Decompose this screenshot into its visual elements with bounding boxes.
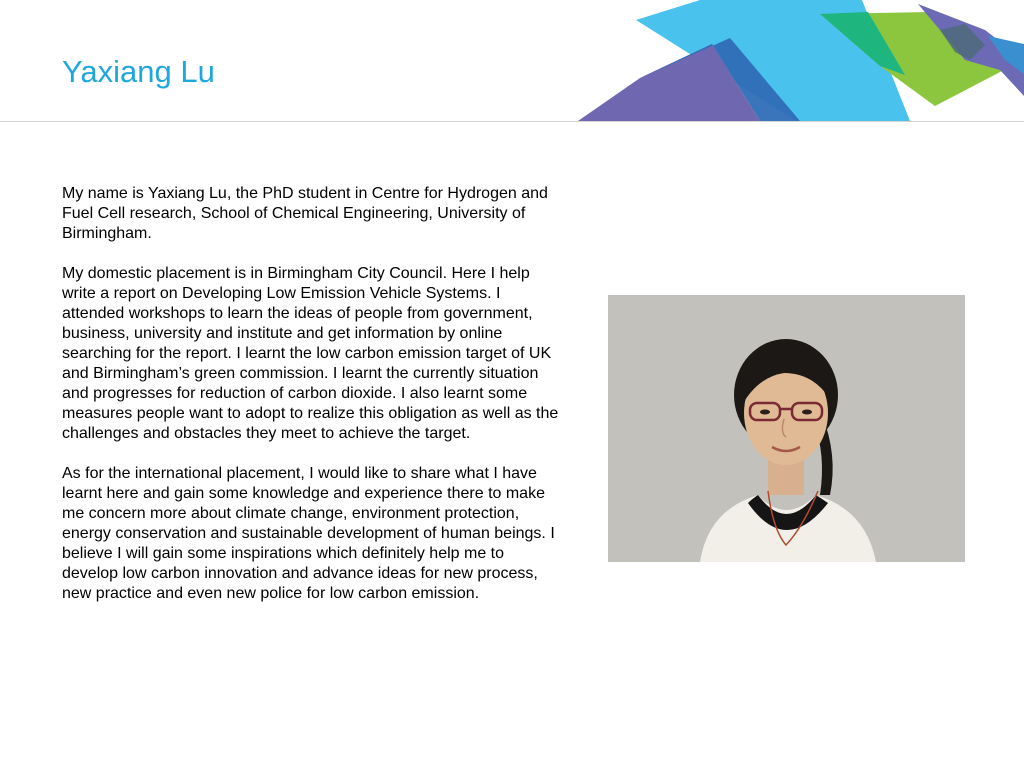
paragraph-international-placement: As for the international placement, I would like to share what I have learnt here and gain some knowledge and experience there to make me concern more about climate change, environment protection, energy conservation and sustainable development of human beings. I believe I will gain some inspirations which definitely help me to develop low carbon innovation and advance ideas for new process, new practice and even new police for low carbon emission.	[62, 465, 555, 602]
decorative-ribbon-graphic	[560, 0, 1024, 121]
body-text	[62, 184, 562, 624]
header-band	[0, 0, 1024, 121]
paragraph-domestic-placement: My domestic placement is in Birmingham City Council. Here I help write a report on Developing Low Emission Vehicle Systems. I attended workshops to learn the ideas of people from government, business, university and institute and get information by online searching for the report. I learnt the low carbon emission target of UK and Birmingham’s green commission. I learnt the currently situation and progresses for reduction of carbon dioxide. I also learnt some measures people want to adopt to realize this obligation as well as the challenges and obstacles they meet to achieve the target.	[62, 265, 559, 442]
header-divider	[0, 121, 1024, 122]
paragraph-introduction: My name is Yaxiang Lu, the PhD student in Centre for Hydrogen and Fuel Cell research, School of Chemical Engineering, University of Birmingham.	[62, 185, 548, 242]
slide-title: Yaxiang Lu	[62, 54, 215, 89]
portrait-photo	[608, 295, 965, 562]
